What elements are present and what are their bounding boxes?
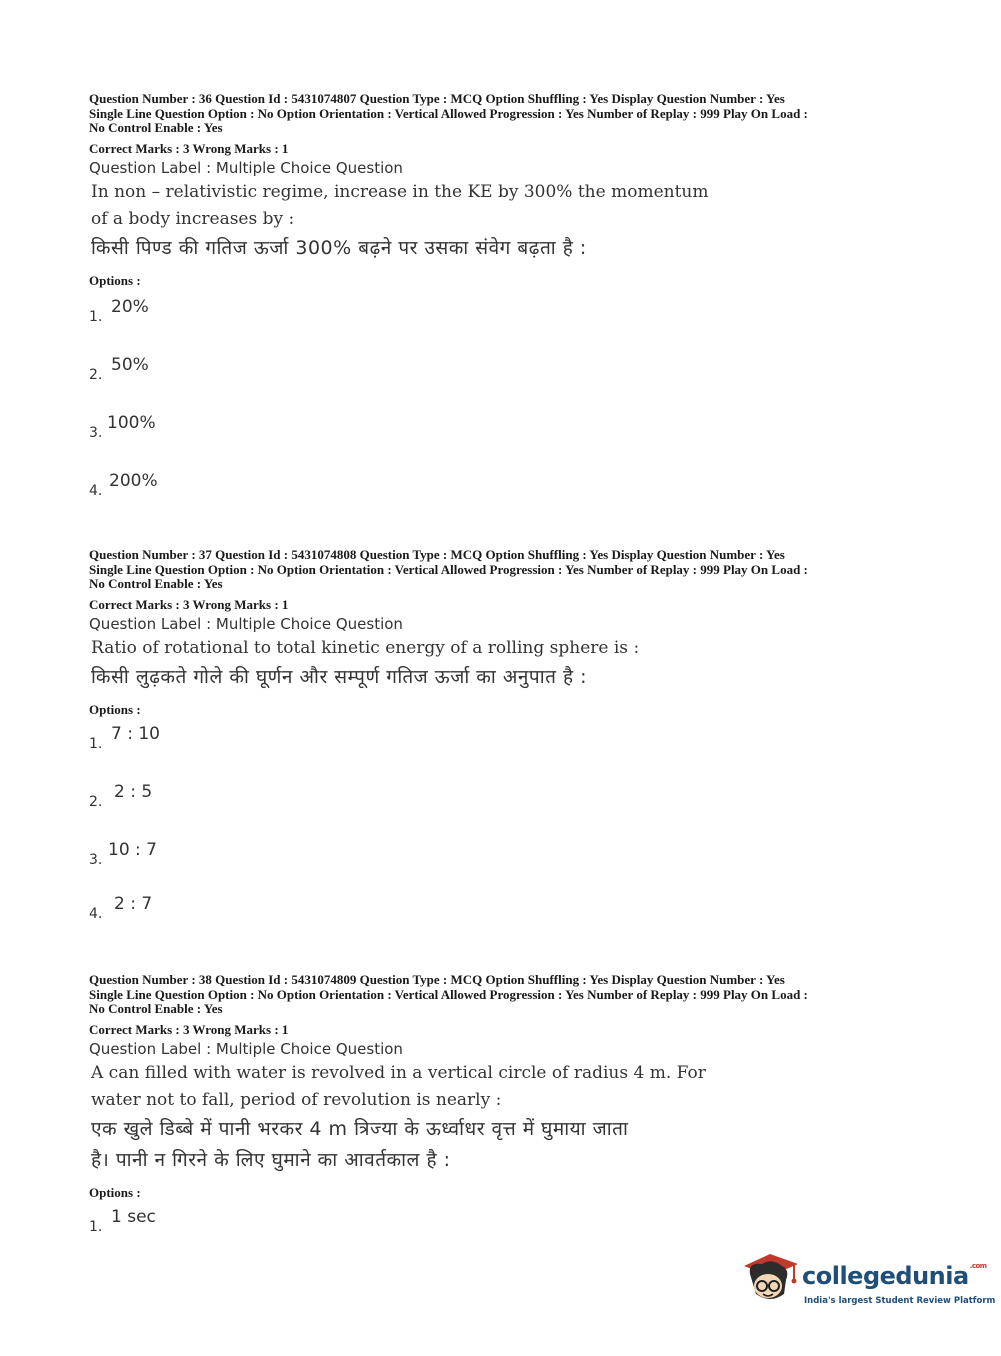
question-meta-line3: No Control Enable : Yes bbox=[89, 120, 223, 135]
option-number: 1. bbox=[89, 1218, 103, 1235]
option-3[interactable] bbox=[89, 840, 919, 894]
question-stem-en-2: of a body increases by : bbox=[91, 208, 295, 229]
options-heading: Options : bbox=[89, 701, 141, 717]
option-3[interactable] bbox=[89, 413, 919, 471]
option-value: 20% bbox=[111, 296, 149, 317]
option-4[interactable] bbox=[89, 894, 919, 952]
option-2[interactable] bbox=[89, 782, 919, 840]
question-meta-line2: Single Line Question Option : No Option Orientation : Vertical Allowed Progression : Yes Number of Replay : 999 Play On Load : bbox=[89, 986, 808, 1002]
option-4[interactable] bbox=[89, 471, 919, 529]
question-marks: Correct Marks : 3 Wrong Marks : 1 bbox=[89, 140, 289, 156]
option-value: 50% bbox=[111, 354, 149, 375]
question-stem-en-1: A can filled with water is revolved in a vertical circle of radius 4 m. For bbox=[91, 1062, 706, 1083]
question-meta-line1: Question Number : 37 Question Id : 5431074808 Question Type : MCQ Option Shuffling : Yes Display Question Number : Yes bbox=[89, 547, 785, 562]
question-marks: Correct Marks : 3 Wrong Marks : 1 bbox=[89, 1021, 289, 1037]
mascot-icon bbox=[740, 1250, 802, 1312]
question-marks: Correct Marks : 3 Wrong Marks : 1 bbox=[89, 596, 289, 612]
option-value: 200% bbox=[109, 470, 158, 491]
option-number: 4. bbox=[89, 482, 103, 499]
question-stem-en-1: In non – relativistic regime, increase in the KE by 300% the momentum bbox=[91, 181, 709, 202]
option-number: 1. bbox=[89, 735, 103, 752]
question-label: Question Label : Multiple Choice Question bbox=[89, 614, 403, 633]
question-37 bbox=[89, 548, 919, 952]
option-number: 2. bbox=[89, 366, 103, 383]
option-number: 3. bbox=[89, 851, 103, 868]
question-stem-hi-1: एक खुले डिब्बे में पानी भरकर 4 m त्रिज्या के ऊर्ध्वाधर वृत्त में घुमाया जाता bbox=[91, 1117, 629, 1140]
option-1[interactable] bbox=[89, 724, 919, 782]
question-stem-hi-1: किसी लुढ़कते गोले की घूर्णन और सम्पूर्ण गतिज ऊर्जा का अनुपात है : bbox=[91, 665, 588, 688]
question-meta-line2: Single Line Question Option : No Option Orientation : Vertical Allowed Progression : Yes Number of Replay : 999 Play On Load : bbox=[89, 105, 808, 121]
option-number: 4. bbox=[89, 905, 103, 922]
question-38 bbox=[89, 973, 919, 1265]
options-list bbox=[89, 724, 919, 952]
options-list bbox=[89, 297, 919, 529]
question-36 bbox=[89, 92, 919, 529]
question-label: Question Label : Multiple Choice Question bbox=[89, 158, 403, 177]
question-meta-line3: No Control Enable : Yes bbox=[89, 1001, 223, 1016]
question-stem-hi-1: किसी पिण्ड की गतिज ऊर्जा 300% बढ़ने पर उसका संवेग बढ़ता है : bbox=[91, 236, 587, 259]
option-number: 3. bbox=[89, 424, 103, 441]
question-stem-en-1: Ratio of rotational to total kinetic energy of a rolling sphere is : bbox=[91, 637, 640, 658]
options-heading: Options : bbox=[89, 272, 141, 288]
option-value: 100% bbox=[107, 412, 156, 433]
question-meta-line3: No Control Enable : Yes bbox=[89, 576, 223, 591]
options-heading: Options : bbox=[89, 1184, 141, 1200]
option-2[interactable] bbox=[89, 355, 919, 413]
collegedunia-logo[interactable] bbox=[740, 1250, 996, 1320]
question-stem-hi-2: है। पानी न गिरने के लिए घुमाने का आवर्तकाल है : bbox=[91, 1148, 451, 1171]
question-stem-en-2: water not to fall, period of revolution is nearly : bbox=[91, 1089, 502, 1110]
logo-tagline: India's largest Student Review Platform bbox=[804, 1296, 996, 1306]
question-meta-line1: Question Number : 38 Question Id : 5431074809 Question Type : MCQ Option Shuffling : Yes Display Question Number : Yes bbox=[89, 972, 785, 987]
question-meta-line1: Question Number : 36 Question Id : 5431074807 Question Type : MCQ Option Shuffling : Yes Display Question Number : Yes bbox=[89, 91, 785, 106]
option-value: 10 : 7 bbox=[108, 839, 157, 860]
option-value: 7 : 10 bbox=[111, 723, 160, 744]
option-number: 1. bbox=[89, 308, 103, 325]
logo-com: .com bbox=[969, 1262, 987, 1270]
option-value: 2 : 5 bbox=[114, 781, 153, 802]
option-number: 2. bbox=[89, 793, 103, 810]
option-value: 1 sec bbox=[111, 1206, 156, 1227]
question-label: Question Label : Multiple Choice Question bbox=[89, 1039, 403, 1058]
option-1[interactable] bbox=[89, 297, 919, 355]
logo-name: collegedunia$^{.com}$ bbox=[802, 1262, 987, 1290]
option-value: 2 : 7 bbox=[114, 893, 153, 914]
question-meta-line2: Single Line Question Option : No Option Orientation : Vertical Allowed Progression : Yes Number of Replay : 999 Play On Load : bbox=[89, 561, 808, 577]
